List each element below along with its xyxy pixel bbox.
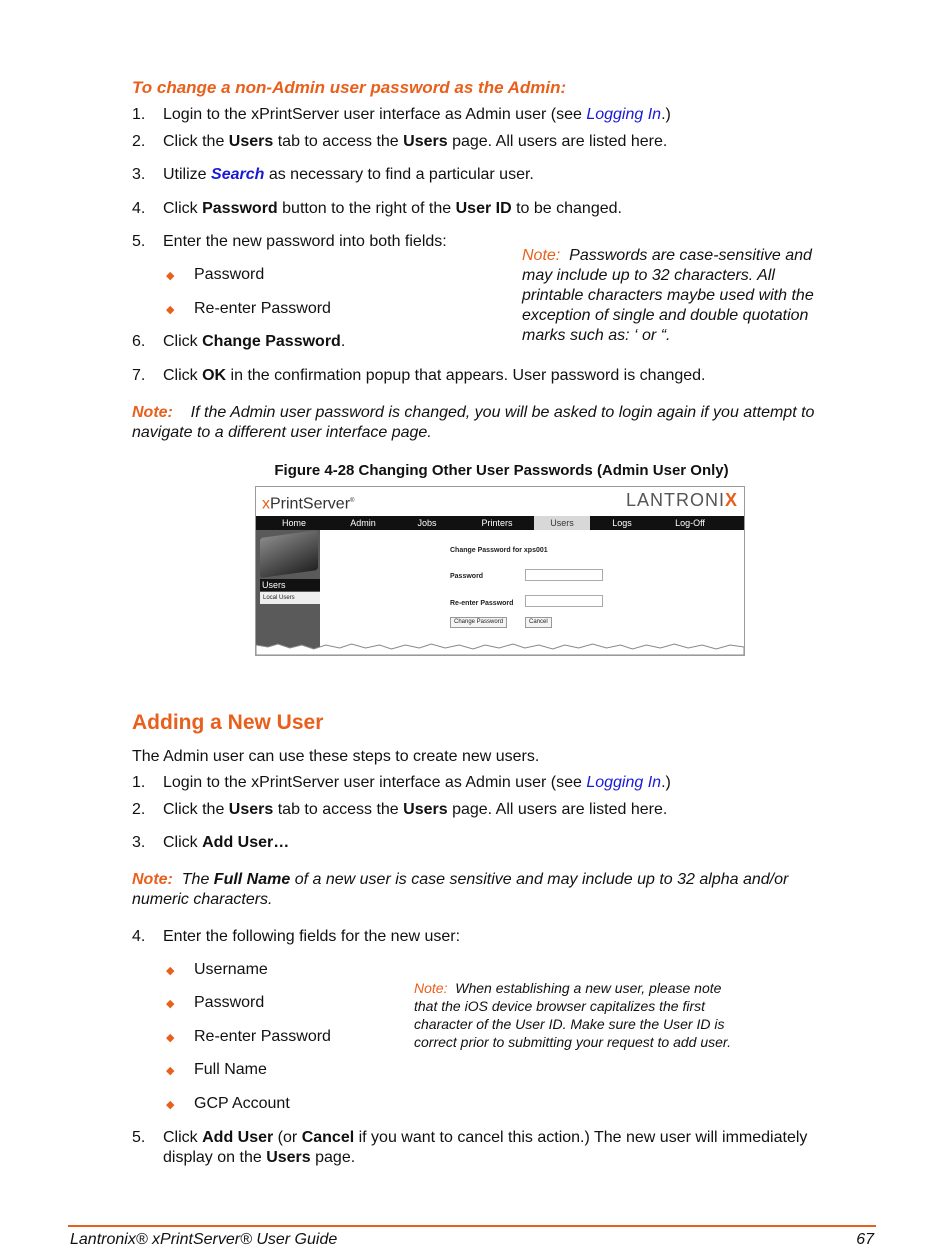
step-number: 3. [132,834,146,851]
nav-users[interactable]: Users [534,516,590,530]
footer-rule [68,1225,876,1227]
logging-in-link[interactable]: Logging In [586,774,662,791]
step-7: Click OK in the confirmation popup that appears. User password is changed. [163,367,706,384]
step-number: 2. [132,801,146,818]
step-number: 6. [132,333,146,350]
step-number: 3. [132,166,146,183]
ui-screenshot-figure [255,486,745,656]
torn-edge [256,639,744,655]
step-5: Enter the new password into both fields: [163,233,447,250]
step-number: 4. [132,200,146,217]
step-6: Click Change Password. [163,333,346,350]
nav-logoff[interactable]: Log-Off [675,518,705,528]
reenter-password-input[interactable] [525,595,603,607]
search-link[interactable]: Search [211,166,265,183]
admin-note: Note: If the Admin user password is changed, you will be asked to login again if you attempt to navigate to a different user interface page. [132,404,815,441]
step-number: 5. [132,233,146,250]
sidebar-item-local-users[interactable]: Local Users [260,592,320,604]
form-title: Change Password for xps001 [450,547,548,554]
cancel-button[interactable]: Cancel [525,617,552,628]
step-4: Click Password button to the right of the User ID to be changed. [163,200,622,217]
bullet-icon: ◆ [166,1099,175,1111]
password-label: Password [450,573,484,580]
step-1: Login to the xPrintServer user interface as Admin user (see Logging In.) [163,106,671,123]
bullet-item: Password [194,994,265,1011]
side-note: Note: Passwords are case-sensitive and may include up to 32 characters. All printable characters maybe used with the exception of single and double quotation marks such as: ‘ or “. [522,247,814,344]
logging-in-link[interactable]: Logging In [586,106,662,123]
step-3: Utilize Search as necessary to find a particular user. [163,166,534,183]
sidebar [256,530,320,656]
ios-side-note: Note: When establishing a new user, please note that the iOS device browser capitalizes the first character of the User ID. Make sure the User ID is correct prior to submitting your request to add user. [414,980,731,1050]
footer-title: Lantronix® xPrintServer® User Guide [70,1231,338,1248]
password-input[interactable] [525,569,603,581]
full-name-note: Note: The Full Name of a new user is case sensitive and may include up to 32 alpha and/or numeric characters. [132,871,789,908]
step-number: 7. [132,367,146,384]
step-5: Click Add User (or Cancel if you want to cancel this action.) The new user will immediately [163,1129,808,1146]
change-password-button[interactable]: Change Password [450,617,507,628]
bullet-item: GCP Account [194,1095,290,1112]
bullet-icon: ◆ [166,965,175,977]
nav-admin[interactable]: Admin [350,518,376,528]
step-2: Click the Users tab to access the Users page. All users are listed here. [163,133,668,150]
step-5-continued: display on the Users page. [163,1149,356,1166]
device-image [260,530,318,578]
reenter-password-label: Re-enter Password [450,600,514,607]
nav-jobs[interactable]: Jobs [417,518,437,528]
bullet-icon: ◆ [166,270,175,282]
bullet-icon: ◆ [166,998,175,1010]
step-2: Click the Users tab to access the Users page. All users are listed here. [163,801,668,818]
step-number: 1. [132,774,146,791]
bullet-icon: ◆ [166,1065,175,1077]
nav-bar [256,516,744,530]
xprintserver-logo: xPrintServer® [262,495,355,513]
step-number: 4. [132,928,146,945]
step-3: Click Add User… [163,834,290,851]
lantronix-logo: LANTRONIX [625,490,738,510]
section-heading-adding-user: Adding a New User [132,711,324,734]
figure-caption: Figure 4-28 Changing Other User Passwords (Admin User Only) [274,462,729,479]
step-number: 2. [132,133,146,150]
bullet-icon: ◆ [166,1032,175,1044]
step-number: 1. [132,106,146,123]
bullet-item: Full Name [194,1061,267,1078]
step-4: Enter the following fields for the new user: [163,928,461,945]
nav-logs[interactable]: Logs [612,518,632,528]
bullet-item: Password [194,266,265,283]
bullet-item: Re-enter Password [194,300,331,317]
bullet-item: Username [194,961,268,978]
nav-printers[interactable]: Printers [481,518,513,528]
step-number: 5. [132,1129,146,1146]
step-1: Login to the xPrintServer user interface as Admin user (see Logging In.) [163,774,671,791]
bullet-item: Re-enter Password [194,1028,331,1045]
nav-home[interactable]: Home [281,518,306,528]
page-number: 67 [856,1231,874,1248]
section-heading: To change a non-Admin user password as the Admin: [132,78,567,97]
section-intro: The Admin user can use these steps to create new users. [132,748,540,765]
bullet-icon: ◆ [166,304,175,316]
sidebar-users-heading: Users [260,579,320,591]
